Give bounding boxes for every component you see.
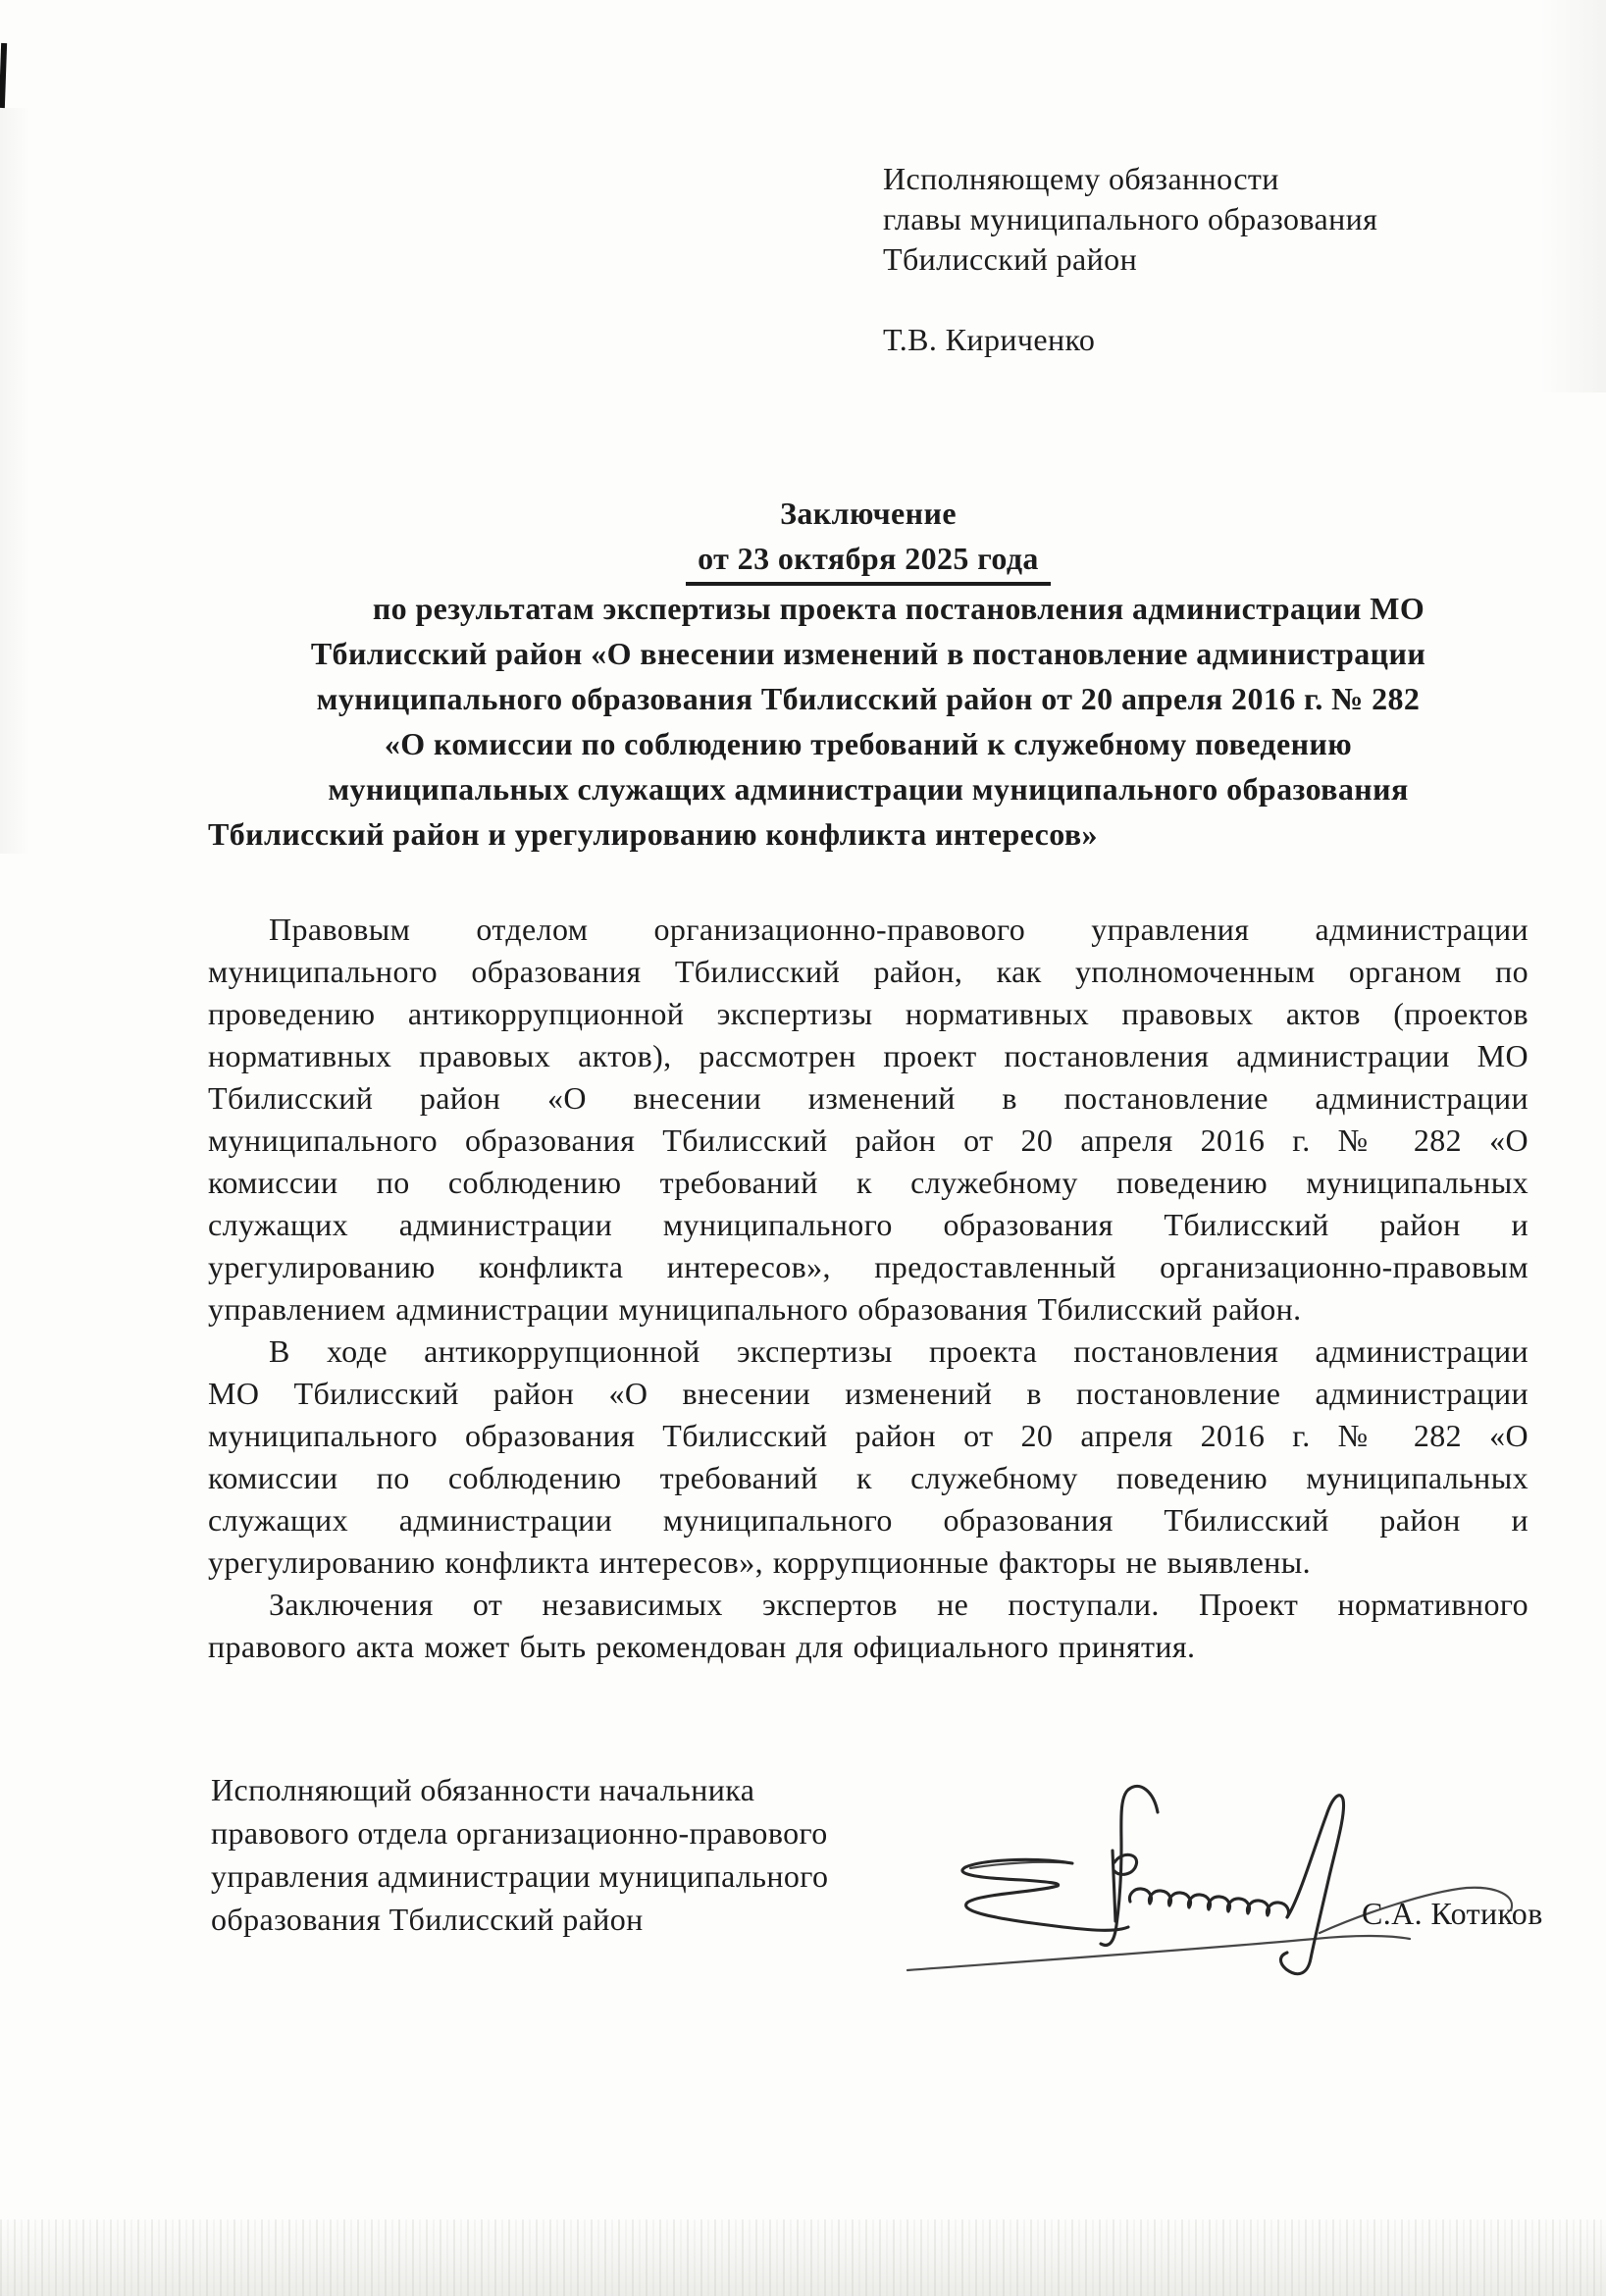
paragraph: [208, 1331, 1528, 1584]
text-line: проведению антикоррупционной экспертизы нормативных правовых актов (проектов: [208, 996, 1528, 1031]
signature-stroke: [970, 1862, 1072, 1868]
paragraph: [208, 909, 1528, 1331]
document-title: Заключение: [780, 496, 957, 531]
scan-noise-bottom: [0, 2219, 1606, 2296]
text-line: Тбилисский район и урегулированию конфликта интересов»: [208, 816, 1098, 852]
document-date: от 23 октября 2025 года: [686, 536, 1051, 586]
paragraph: [208, 1584, 1528, 1668]
text-line: муниципального образования Тбилисский район от 20 апреля 2016 г. № 282 «О: [208, 1122, 1528, 1158]
text-line: муниципального образования Тбилисский район, как уполномоченным органом по: [208, 954, 1528, 989]
text-line: МО Тбилисский район «О внесении изменений в постановление администрации: [208, 1376, 1528, 1411]
text-line: по результатам экспертизы проекта постановления администрации МО: [372, 591, 1425, 626]
signature-underline: [907, 1936, 1410, 1970]
text-line: управления администрации муниципального: [211, 1858, 829, 1894]
signature-stroke: [1280, 1796, 1343, 1974]
text-line: Тбилисский район: [883, 241, 1138, 277]
text-line: Тбилисский район «О внесении изменений в постановление администрации: [208, 1080, 1528, 1116]
document-subtitle: [208, 586, 1528, 857]
signoff-position-block: [211, 1768, 917, 1941]
text-line: урегулированию конфликта интересов», коррупционные факторы не выявлены.: [208, 1544, 1312, 1580]
text-line: Тбилисский район «О внесении изменений в постановление администрации: [310, 636, 1426, 671]
text-line: образования Тбилисский район: [211, 1902, 644, 1937]
text-line: главы муниципального образования: [883, 201, 1378, 236]
text-line: муниципального образования Тбилисский район от 20 апреля 2016 г. № 282 «О: [208, 1418, 1528, 1453]
text-line: комиссии по соблюдению требований к служебному поведению муниципальных: [208, 1165, 1528, 1200]
document-body: [208, 909, 1528, 1668]
text-line: урегулированию конфликта интересов», предоставленный организационно-правовым: [208, 1249, 1528, 1284]
scan-artifact-mark: [0, 43, 7, 108]
signature-stroke: [1114, 1854, 1137, 1874]
text-line: правового акта может быть рекомендован для официального принятия.: [208, 1629, 1196, 1664]
scan-noise-right: [1540, 0, 1606, 392]
signer-name: С.А. Котиков: [1362, 1896, 1543, 1931]
text-line: муниципального образования Тбилисский район от 20 апреля 2016 г. № 282: [316, 681, 1421, 716]
scan-smudge-left: [0, 108, 51, 854]
signature-stroke: [1129, 1889, 1288, 1917]
text-line: служащих администрации муниципального образования Тбилисский район и: [208, 1207, 1528, 1242]
text-line: Заключения от независимых экспертов не поступали. Проект нормативного: [269, 1587, 1528, 1622]
text-line: управлением администрации муниципального образования Тбилисский район.: [208, 1291, 1302, 1327]
signature-stroke: [1101, 1786, 1158, 1945]
handwritten-signature: [883, 1766, 1550, 2002]
text-line: «О комиссии по соблюдению требований к служебному поведению: [384, 726, 1353, 761]
addressee-block: [883, 159, 1491, 280]
text-line: служащих администрации муниципального образования Тбилисский район и: [208, 1502, 1528, 1538]
text-line: В ходе антикоррупционной экспертизы проекта постановления администрации: [269, 1333, 1528, 1369]
text-line: Правовым отделом организационно-правового управления администрации: [269, 912, 1528, 947]
text-line: Исполняющему обязанности: [883, 161, 1279, 196]
text-line: правового отдела организационно-правового: [211, 1815, 828, 1851]
text-line: нормативных правовых актов), рассмотрен проект постановления администрации МО: [208, 1038, 1528, 1073]
text-line: комиссии по соблюдению требований к служебному поведению муниципальных: [208, 1460, 1528, 1495]
document-heading: [208, 491, 1528, 857]
document-date-line: [208, 536, 1528, 586]
signature-stroke: [1113, 1851, 1115, 1921]
text-line: муниципальных служащих администрации муниципального образования: [328, 771, 1409, 807]
signature-stroke: [962, 1859, 1128, 1930]
addressee-name: Т.В. Кириченко: [883, 322, 1096, 357]
text-line: Исполняющий обязанности начальника: [211, 1772, 755, 1807]
